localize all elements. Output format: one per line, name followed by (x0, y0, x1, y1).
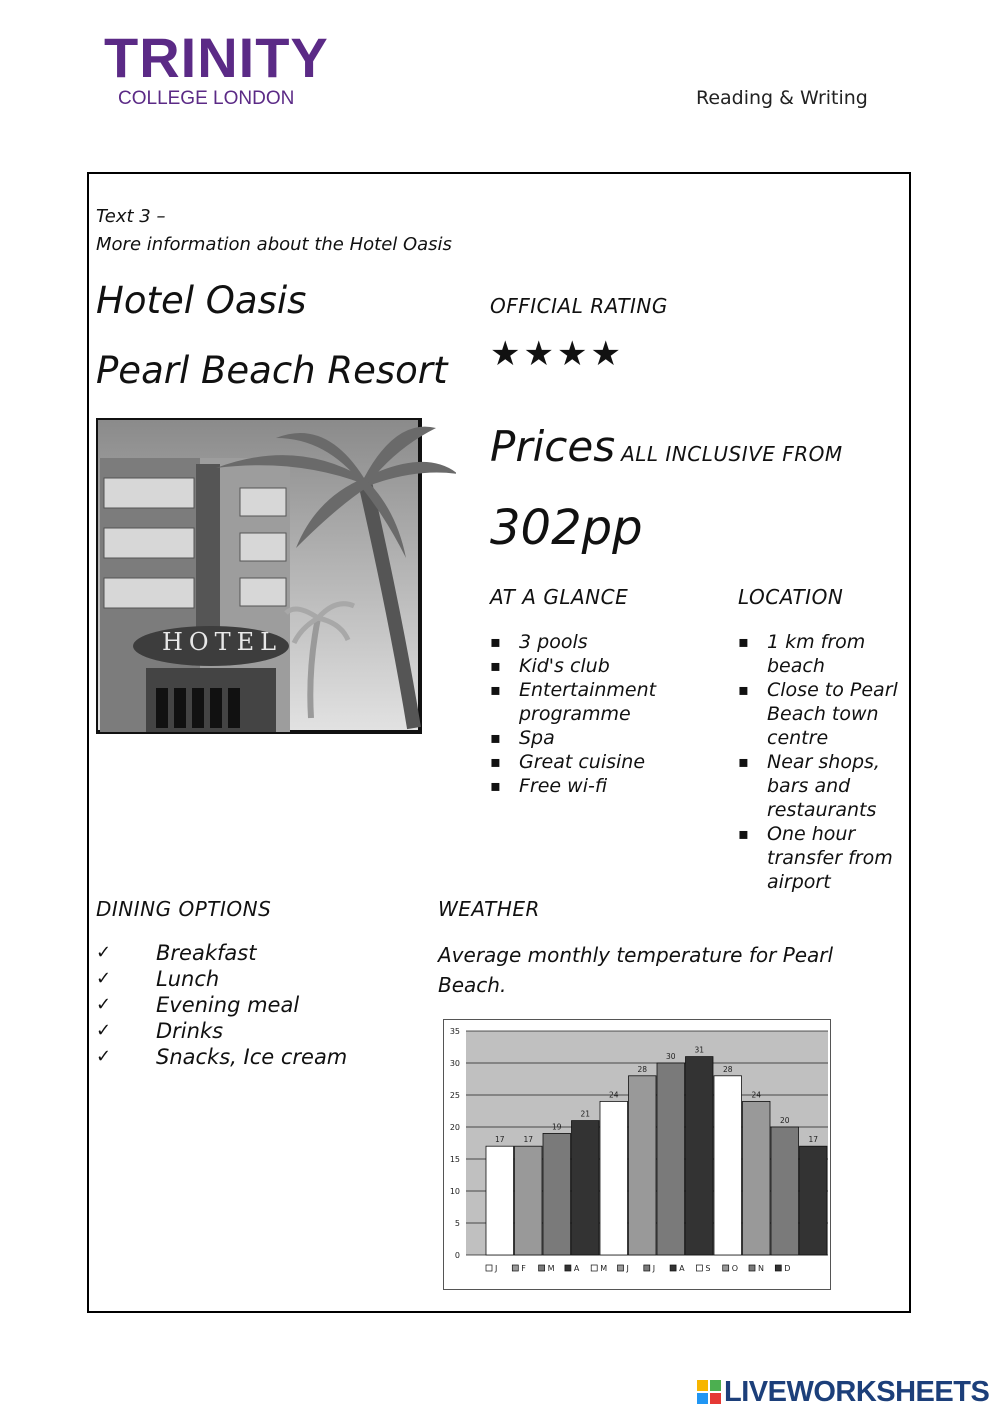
legend-swatch (644, 1265, 650, 1271)
bar (800, 1146, 828, 1255)
legend-swatch (486, 1265, 492, 1271)
checkmark-icon: ✓ (96, 942, 112, 963)
legend-swatch (539, 1265, 545, 1271)
temperature-chart (443, 1019, 831, 1290)
y-tick-label: 30 (449, 1059, 460, 1068)
legend-label: J (626, 1264, 629, 1273)
data-label: 17 (808, 1135, 819, 1145)
list-item: ▪ 1 km from beach (738, 630, 908, 678)
list-item (96, 1044, 347, 1070)
y-tick-label: 5 (454, 1219, 460, 1228)
legend-label: J (495, 1264, 498, 1273)
data-label: 28 (637, 1064, 648, 1074)
bar (515, 1146, 543, 1255)
legend-swatch (591, 1265, 597, 1271)
y-tick-label: 20 (449, 1123, 460, 1132)
legend-label: D (784, 1264, 791, 1273)
checkmark-icon: ✓ (96, 1020, 112, 1041)
list-item (96, 1018, 347, 1044)
bar (572, 1121, 600, 1255)
legend-swatch (670, 1265, 676, 1271)
dining-item-label: Breakfast (156, 941, 257, 965)
legend-swatch (512, 1265, 518, 1271)
legend-label: N (758, 1264, 764, 1273)
bar (543, 1133, 571, 1255)
legend-swatch (565, 1265, 571, 1271)
bar (657, 1063, 685, 1255)
data-label: 19 (551, 1122, 562, 1132)
location-list (738, 630, 908, 894)
list-item: ▪ Kid's club (490, 654, 710, 678)
bar (714, 1076, 742, 1255)
data-label: 24 (751, 1090, 762, 1100)
y-tick-label: 25 (449, 1091, 460, 1100)
y-tick-label: 35 (449, 1027, 460, 1036)
location-title: LOCATION (738, 585, 844, 609)
at-a-glance-title: AT A GLANCE (490, 585, 629, 609)
weather-description: Average monthly temperature for Pearl Beach. (438, 943, 834, 997)
intro-line-2: More information about the Hotel Oasis (96, 234, 452, 255)
dining-item-label: Evening meal (156, 993, 300, 1017)
list-item: ▪ 3 pools (490, 630, 710, 654)
data-label: 17 (494, 1135, 505, 1145)
hotel-illustration (96, 418, 456, 734)
data-label: 24 (608, 1090, 619, 1100)
list-item: ▪ Free wi-fi (490, 774, 710, 798)
prices-heading (490, 422, 843, 471)
hotel-name: Hotel Oasis (96, 279, 307, 322)
y-tick-label: 15 (449, 1155, 460, 1164)
legend-label: F (521, 1264, 526, 1273)
at-a-glance-list (490, 630, 710, 798)
official-rating-label: OFFICIAL RATING (490, 294, 668, 318)
legend-label: M (547, 1264, 555, 1273)
dining-item-label: Snacks, Ice cream (156, 1045, 348, 1069)
subject-label: Reading & Writing (696, 87, 868, 109)
legend-label: O (731, 1264, 738, 1273)
list-item: ▪ Near shops, bars and restaurants (738, 750, 908, 822)
legend-swatch (696, 1265, 702, 1271)
data-label: 17 (523, 1135, 534, 1145)
intro-line-1: Text 3 – (96, 206, 166, 227)
legend-swatch (749, 1265, 755, 1271)
bar (771, 1127, 799, 1255)
data-label: 30 (665, 1052, 676, 1061)
list-item: ▪ Spa (490, 726, 710, 750)
bar (686, 1057, 714, 1255)
bar (600, 1101, 628, 1255)
list-item (96, 940, 347, 966)
checkmark-icon: ✓ (96, 994, 112, 1015)
legend-swatch (723, 1265, 729, 1271)
legend-swatch (618, 1265, 624, 1271)
legend-label: A (573, 1264, 580, 1273)
legend-swatch (775, 1265, 781, 1271)
star-rating-icon: ★★★★ (490, 334, 624, 374)
bar (629, 1076, 657, 1255)
dining-item-label: Drinks (156, 1019, 224, 1043)
hotel-sign-text: HOTEL (162, 628, 283, 656)
temperature-chart-svg (444, 1020, 830, 1289)
data-label: 21 (580, 1109, 591, 1119)
data-label: 31 (694, 1045, 705, 1055)
liveworksheets-logo-icon (697, 1380, 721, 1404)
y-tick-label: 10 (449, 1187, 460, 1196)
liveworksheets-brand: LIVEWORKSHEETS (724, 1376, 990, 1408)
intro (96, 203, 452, 259)
prices-label: Prices (490, 422, 616, 471)
list-item: ▪ Close to Pearl Beach town centre (738, 678, 908, 750)
resort-name: Pearl Beach Resort (96, 349, 448, 392)
hotel-image (96, 418, 456, 734)
data-label: 20 (779, 1116, 790, 1125)
legend-label: J (652, 1264, 656, 1273)
checkmark-icon: ✓ (96, 1046, 112, 1067)
list-item: ▪ One hour transfer from airport (738, 822, 908, 894)
list-item: ▪ Great cuisine (490, 750, 710, 774)
legend-label: M (600, 1264, 608, 1273)
price-value: 302pp (490, 500, 643, 556)
dining-options-list (96, 940, 347, 1070)
weather-title: WEATHER (438, 897, 540, 921)
list-item: ▪ Entertainment programme (490, 678, 710, 726)
legend-label: A (679, 1264, 685, 1273)
bar (743, 1101, 771, 1255)
y-tick-label: 0 (454, 1251, 460, 1260)
dining-options-title: DINING OPTIONS (96, 897, 272, 921)
trinity-logo: TRINITY (104, 26, 329, 89)
prices-qualifier: ALL INCLUSIVE FROM (621, 442, 843, 466)
dining-item-label: Lunch (156, 967, 220, 991)
college-london-logo-text: COLLEGE LONDON (118, 88, 295, 109)
checkmark-icon: ✓ (96, 968, 112, 989)
legend-label: S (705, 1264, 711, 1273)
list-item (96, 966, 347, 992)
data-label: 28 (722, 1064, 733, 1074)
list-item (96, 992, 347, 1018)
bar (486, 1146, 514, 1255)
